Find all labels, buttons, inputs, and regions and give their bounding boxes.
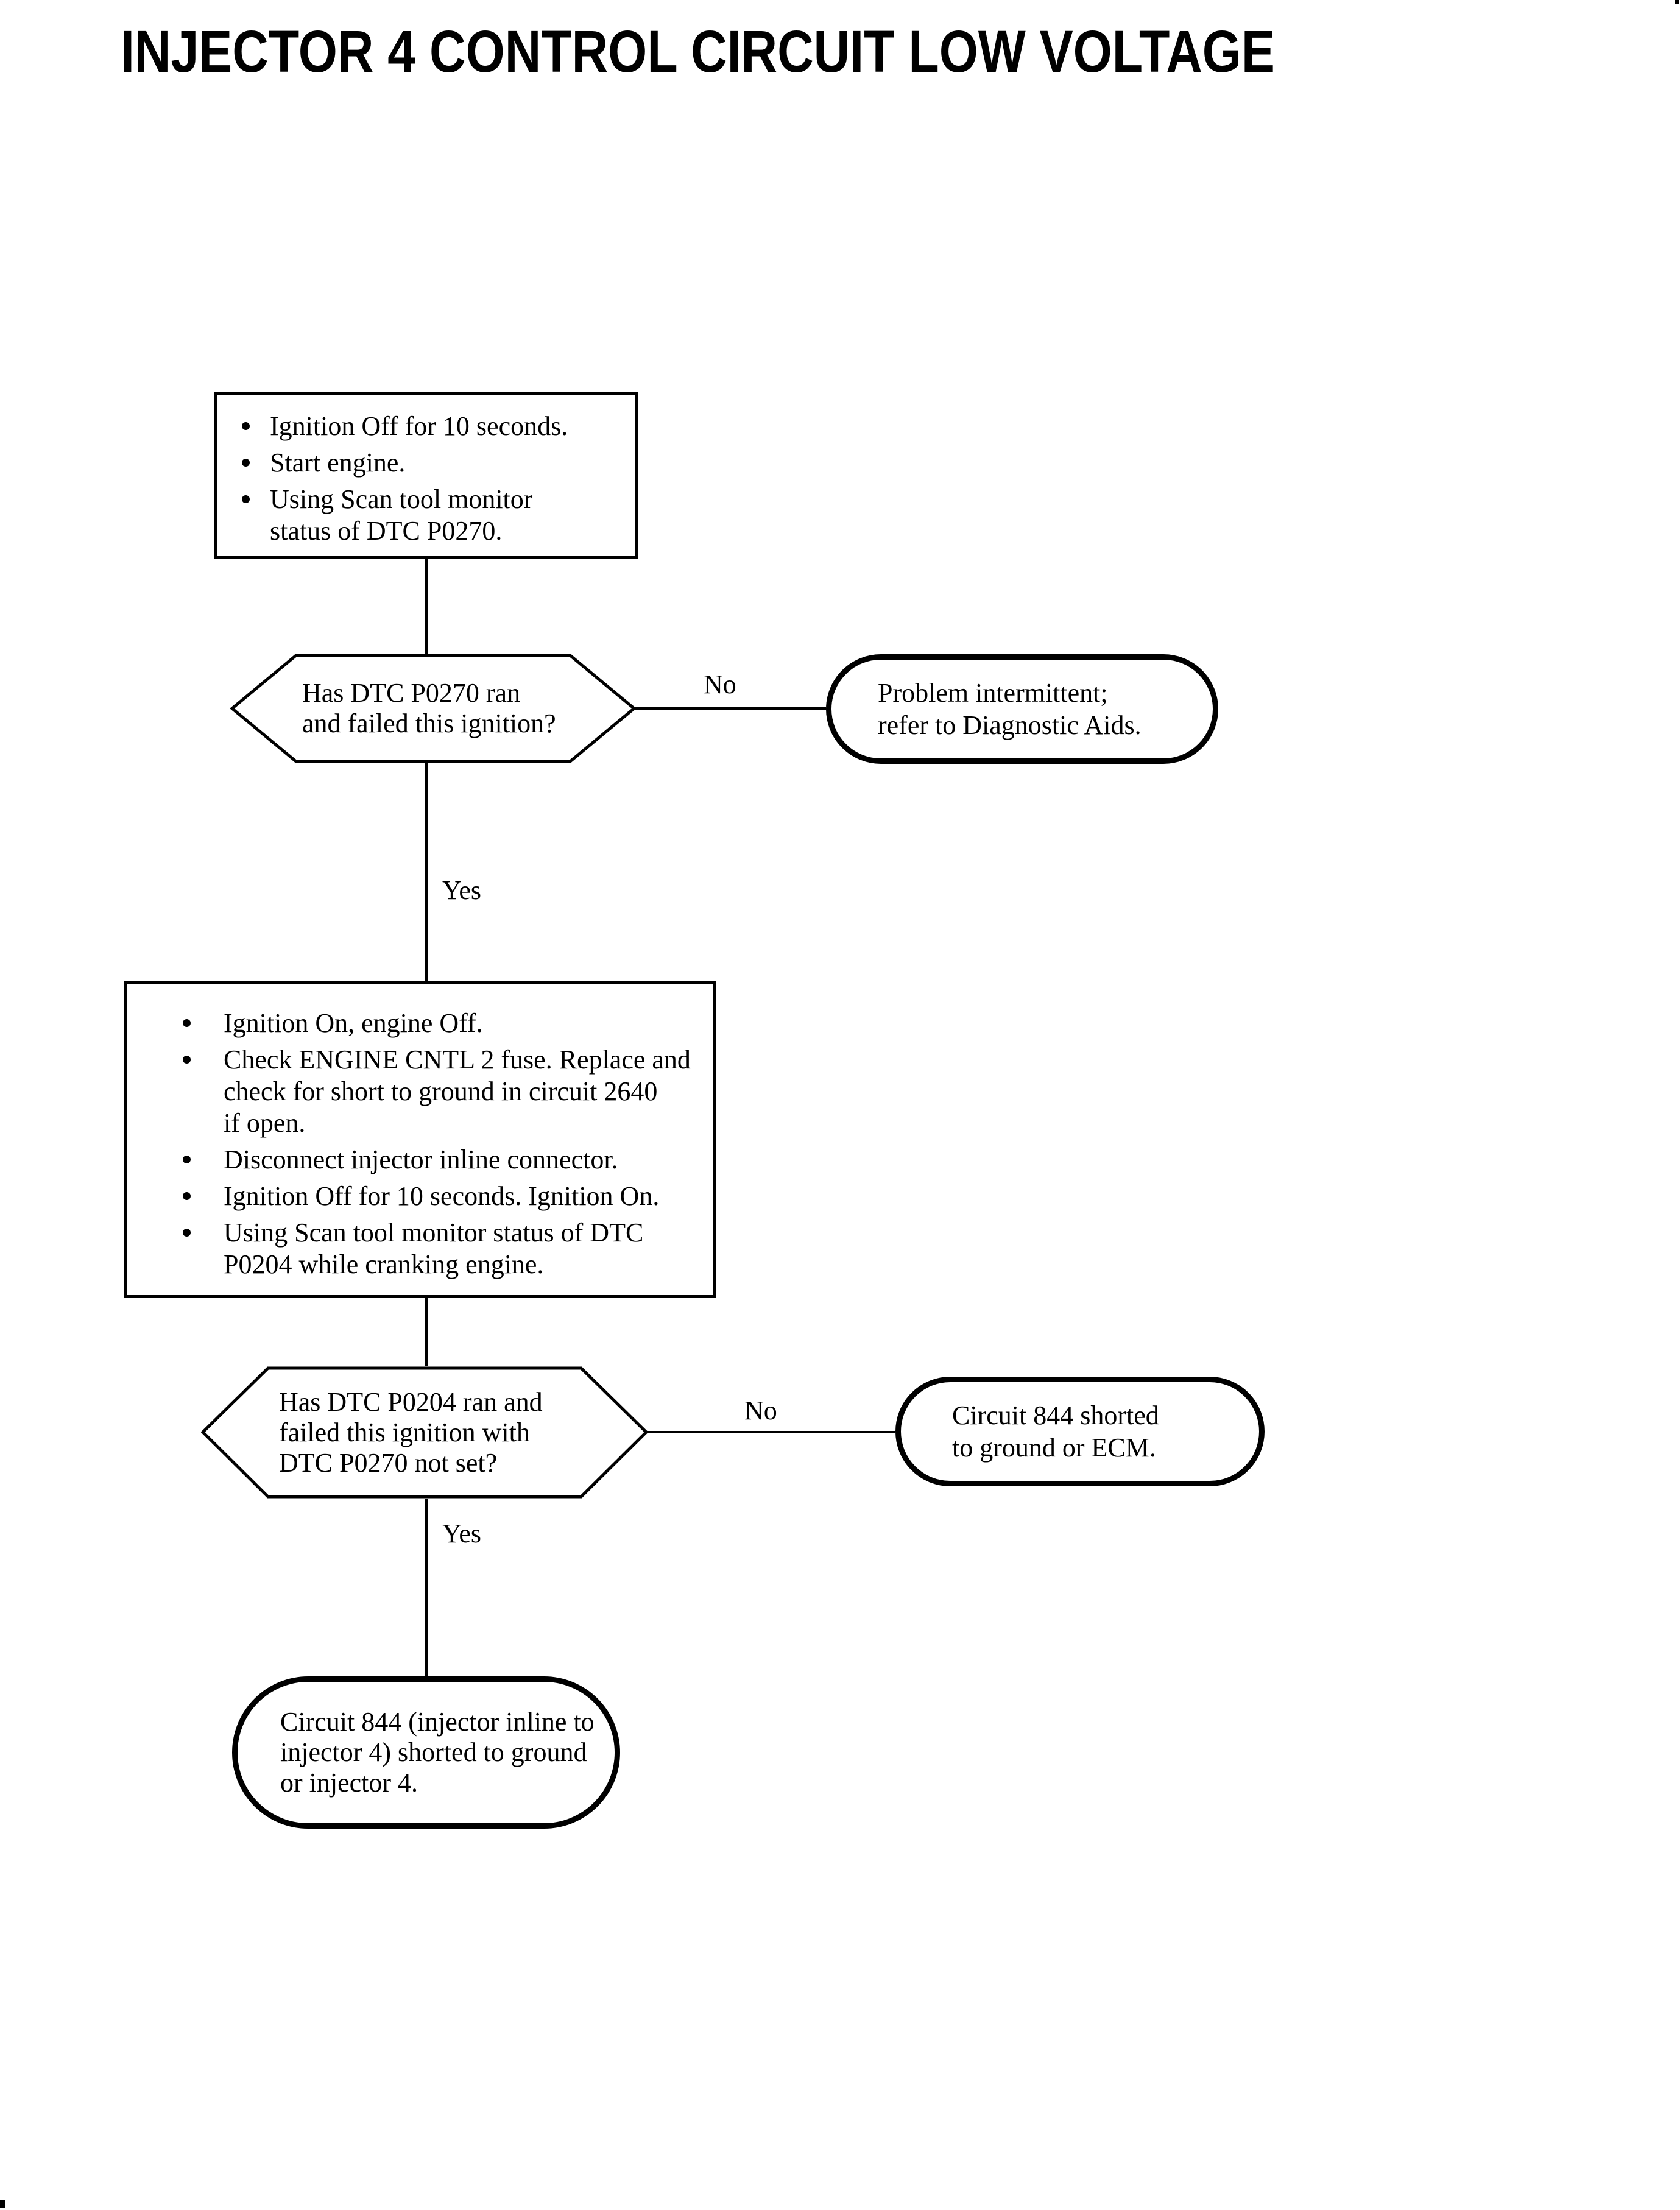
text-line: Circuit 844 (injector inline to <box>280 1707 595 1737</box>
text-line: Ignition Off for 10 seconds. Ignition On. <box>224 1181 660 1211</box>
list-item-text <box>224 1044 691 1139</box>
no-branch-label: No <box>704 669 736 699</box>
bullet-icon <box>183 1019 191 1027</box>
text-line: Problem intermittent; <box>878 678 1108 708</box>
text-line: Has DTC P0204 ran and <box>279 1386 543 1417</box>
list-item-text <box>224 1144 618 1176</box>
text-line: refer to Diagnostic Aids. <box>878 710 1142 740</box>
connector-step2-to-decision2 <box>425 1298 428 1366</box>
list-item <box>183 1217 705 1280</box>
text-line: Disconnect injector inline connector. <box>224 1145 618 1174</box>
text-line: Check ENGINE CNTL 2 fuse. Replace and <box>224 1045 691 1075</box>
process-box-fuse-check <box>124 981 716 1298</box>
text-line: Start engine. <box>270 448 406 478</box>
text-line: Circuit 844 shorted <box>952 1400 1159 1430</box>
text-line: status of DTC P0270. <box>270 516 503 546</box>
terminal-circuit-844-shorted-injector4 <box>232 1676 620 1829</box>
connector-step1-to-decision1 <box>425 559 428 654</box>
text-line: failed this ignition with <box>279 1417 530 1447</box>
text-line: Ignition Off for 10 seconds. <box>270 411 568 441</box>
connector-decision2-no-to-terminal2 <box>647 1431 895 1433</box>
list-item-text <box>224 1008 483 1039</box>
text-line: if open. <box>224 1108 306 1138</box>
text-line: and failed this ignition? <box>302 708 556 738</box>
text-line: P0204 while cranking engine. <box>224 1249 544 1279</box>
connector-decision2-yes-to-terminal3 <box>425 1499 428 1676</box>
list-item <box>183 1144 705 1176</box>
step1-bullet-list <box>217 395 635 547</box>
text-line: check for short to ground in circuit 2640 <box>224 1076 658 1106</box>
terminal-circuit-844-shorted-ecm <box>895 1377 1265 1486</box>
decision-dtc-p0204-ran <box>201 1366 648 1499</box>
list-item <box>183 1181 705 1212</box>
text-line: or injector 4. <box>280 1768 418 1798</box>
list-item <box>242 411 628 442</box>
bullet-icon <box>242 459 250 467</box>
bullet-icon <box>183 1156 191 1163</box>
scan-artifact-speck <box>0 2200 5 2208</box>
bullet-icon <box>242 495 250 503</box>
page-title: INJECTOR 4 CONTROL CIRCUIT LOW VOLTAGE <box>121 18 1275 85</box>
bullet-icon <box>183 1056 191 1064</box>
decision1-text <box>230 654 636 763</box>
list-item-text <box>270 447 405 479</box>
bullet-icon <box>183 1192 191 1200</box>
text-line: Using Scan tool monitor status of DTC <box>224 1218 644 1248</box>
text-line: DTC P0270 not set? <box>279 1447 498 1478</box>
text-line: to ground or ECM. <box>952 1433 1156 1463</box>
list-item-text <box>270 411 568 442</box>
step2-bullet-list <box>127 984 713 1280</box>
yes-branch-label: Yes <box>442 875 482 905</box>
decision-dtc-p0270-ran <box>230 654 636 763</box>
text-line: Ignition On, engine Off. <box>224 1008 483 1038</box>
list-item-text <box>270 484 532 547</box>
connector-decision1-yes-to-step2 <box>425 763 428 981</box>
process-box-initial-check <box>214 392 638 559</box>
yes-branch-label: Yes <box>442 1519 482 1548</box>
list-item <box>183 1008 705 1039</box>
list-item <box>183 1044 705 1139</box>
text-line: Using Scan tool monitor <box>270 484 533 514</box>
bullet-icon <box>242 422 250 430</box>
list-item <box>242 447 628 479</box>
connector-decision1-no-to-terminal1 <box>634 707 826 710</box>
decision2-text <box>201 1366 648 1499</box>
terminal-problem-intermittent <box>826 654 1218 764</box>
no-branch-label: No <box>744 1396 777 1425</box>
list-item-text <box>224 1181 659 1212</box>
list-item <box>242 484 628 547</box>
text-line: Has DTC P0270 ran <box>302 678 521 708</box>
list-item-text <box>224 1217 643 1280</box>
scan-artifact-speck <box>1675 0 1679 4</box>
text-line: injector 4) shorted to ground <box>280 1737 587 1767</box>
bullet-icon <box>183 1229 191 1237</box>
